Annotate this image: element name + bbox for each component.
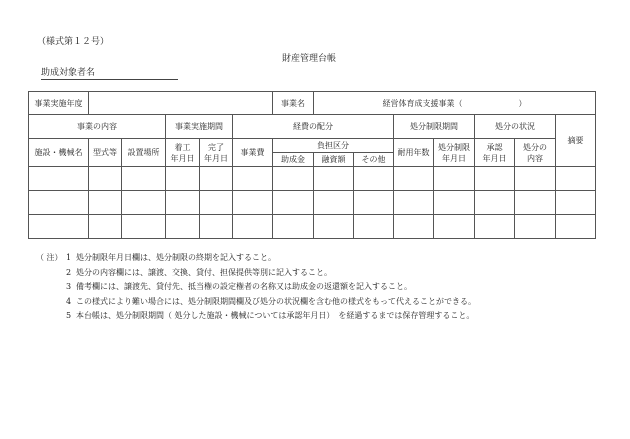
project-content-header: 事業の内容 — [29, 115, 166, 139]
table-row — [29, 191, 596, 215]
note-item: （ 注） 1 処分制限年月日欄は、処分制限の終期を記入すること。 — [36, 251, 476, 266]
approval-date-header: 承認 年月日 — [475, 139, 515, 167]
property-ledger-table — [28, 91, 596, 239]
burden-category-header: 負担区分 — [273, 139, 394, 153]
form-number: （様式第１２号） — [37, 37, 110, 47]
model-header: 型式等 — [89, 139, 122, 167]
table-row — [29, 215, 596, 239]
location-header: 設置場所 — [122, 139, 166, 167]
disposal-limit-period-header: 処分制限期間 — [394, 115, 475, 139]
header-row-1 — [29, 92, 596, 115]
note-item: 4 この様式により難い場合には、処分制限期間欄及び処分の状況欄を含む他の様式をもって代えることができる。 — [66, 296, 476, 306]
subsidy-header: 助成金 — [273, 153, 314, 167]
recipient-name-field[interactable] — [41, 65, 178, 80]
loan-header: 融資額 — [314, 153, 354, 167]
header-row-2 — [29, 115, 596, 139]
disposal-status-header: 処分の状況 — [475, 115, 556, 139]
header-row-3a — [29, 139, 596, 153]
disposal-content-header: 処分の 内容 — [515, 139, 556, 167]
project-name-label: 事業名 — [273, 92, 314, 115]
fiscal-year-cell[interactable] — [89, 92, 273, 115]
note-item: 3 備考欄には、譲渡先、貸付先、抵当権の設定権者の名称又は助成金の返還額を記入すること。 — [66, 282, 412, 291]
recipient-label: 助成対象者名 — [41, 68, 96, 78]
facility-name-header: 施設・機械名 — [29, 139, 89, 167]
note-item: 5 本台帳は、処分制限期間（ 処分した施設・機械については承認年月日） を経過するまでは保存管理すること。 — [66, 311, 475, 320]
cost-allocation-header: 経費の配分 — [233, 115, 394, 139]
completion-date-header: 完了 年月日 — [200, 139, 233, 167]
document-title: 財産管理台帳 — [282, 54, 337, 64]
implementation-period-header: 事業実施期間 — [166, 115, 233, 139]
start-date-header: 着工 年月日 — [166, 139, 200, 167]
table-row — [29, 167, 596, 191]
disposal-limit-date-header: 処分制限 年月日 — [434, 139, 475, 167]
useful-life-header: 耐用年数 — [394, 139, 434, 167]
note-item: 2 処分の内容欄には、譲渡、交換、貸付、担保提供等別に記入すること。 — [66, 267, 332, 277]
project-name-cell[interactable]: 経営体育成支援事業（ ） — [314, 92, 596, 115]
remarks-header: 摘要 — [556, 115, 596, 167]
project-cost-header: 事業費 — [233, 139, 273, 167]
other-header: その他 — [354, 153, 394, 167]
notes-section — [36, 251, 476, 324]
fiscal-year-label: 事業実施年度 — [29, 92, 89, 115]
notes-prefix: （ 注） — [36, 253, 63, 262]
